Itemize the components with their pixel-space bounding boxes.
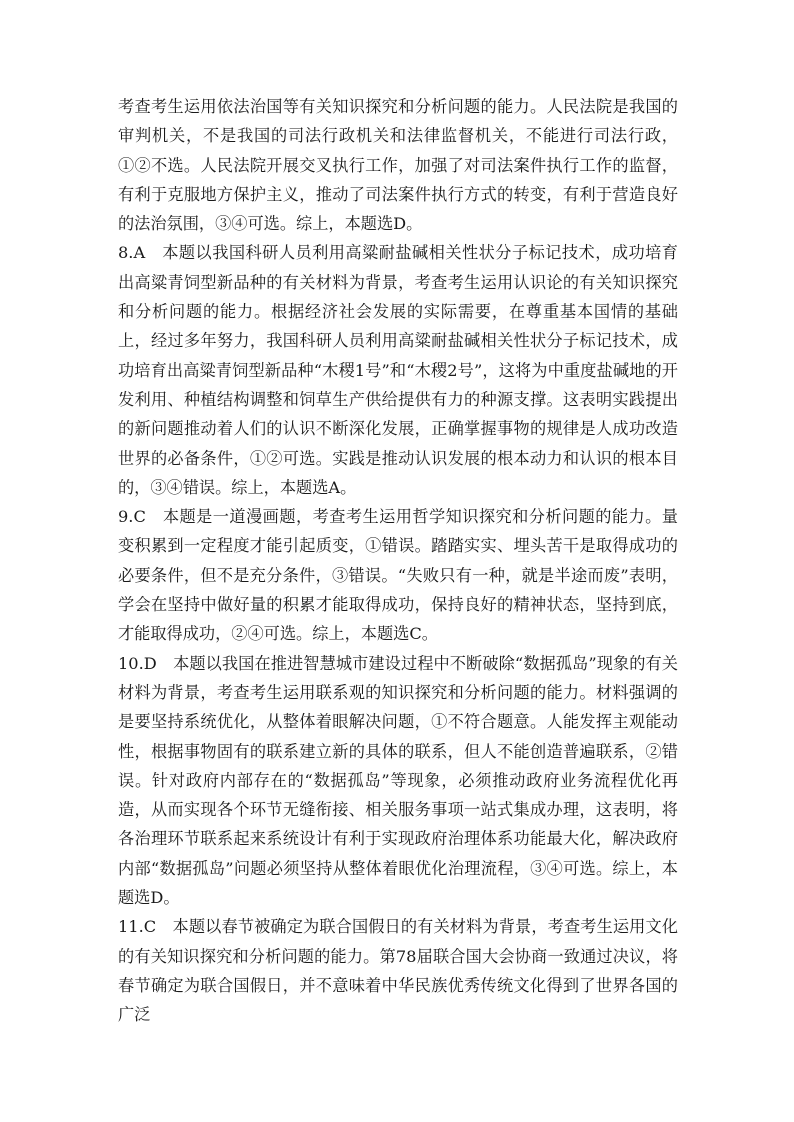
paragraph-q7-continuation: 考查考生运用依法治国等有关知识探究和分析问题的能力。人民法院是我国的审判机关，不是我国的司法行政机关和法律监督机关，不能进行司法行政，①②不选。人民法院开展交叉执行工作，加强了对司法案件执行工作的监督，有利于克服地方保护主义，推动了司法案件执行方式的转变，有利于营造良好的法治氛围，③④可选。综上，本题选D。 [118, 97, 678, 234]
paragraph-q8-answer: 8.A 本题以我国科研人员利用高粱耐盐碱相关性状分子标记技术，成功培育出高粱青饲型新品种的有关材料为背景，考查考生运用认识论的有关知识探究和分析问题的能力。根据经济社会发展的实际需要，在尊重基本国情的基础上，经过多年努力，我国科研人员利用高粱耐盐碱相关性状分子标记技术，成功培育出高粱青饲型新品种“木稷1号”和“木稷2号”，这将为中重度盐碱地的开发利用、种植结构调整和饲草生产供给提供有力的种源支撑。这表明实践提出的新问题推动着人们的认识不断深化发展，正确掌握事物的规律是人成功改造世界的必备条件，①②可选。实践是推动认识发展的根本动力和认识的根本目的，③④错误。综上，本题选A。 [118, 243, 678, 497]
paragraph-q9-answer: 9.C 本题是一道漫画题，考查考生运用哲学知识探究和分析问题的能力。量变积累到一定程度才能引起质变，①错误。踏踏实实、埋头苦干是取得成功的必要条件，但不是充分条件，③错误。“失败只有一种，就是半途而废”表明，学会在坚持中做好量的积累才能取得成功，保持良好的精神状态，坚持到底，才能取得成功，②④可选。综上，本题选C。 [118, 507, 678, 644]
paragraph-q10-answer: 10.D 本题以我国在推进智慧城市建设过程中不断破除“数据孤岛”现象的有关材料为背景，考查考生运用联系观的知识探究和分析问题的能力。材料强调的是要坚持系统优化，从整体着眼解决问题，①不符合题意。人能发挥主观能动性，根据事物固有的联系建立新的具体的联系，但人不能创造普遍联系，②错误。针对政府内部存在的“数据孤岛”等现象，必须推动政府业务流程优化再造，从而实现各个环节无缝衔接、相关服务事项一站式集成办理，这表明，将各治理环节联系起来系统设计有利于实现政府治理体系功能最大化，解决政府内部“数据孤岛”问题必须坚持从整体着眼优化治理流程，③④可选。综上，本题选D。 [118, 653, 678, 908]
answer-explanation-text [118, 92, 678, 1030]
paragraph-q11-answer: 11.C 本题以春节被确定为联合国假日的有关材料为背景，考查考生运用文化的有关知识探究和分析问题的能力。第78届联合国大会协商一致通过决议，将春节确定为联合国假日，并不意味着中华民族优秀传统文化得到了世界各国的广泛 [118, 917, 678, 1025]
